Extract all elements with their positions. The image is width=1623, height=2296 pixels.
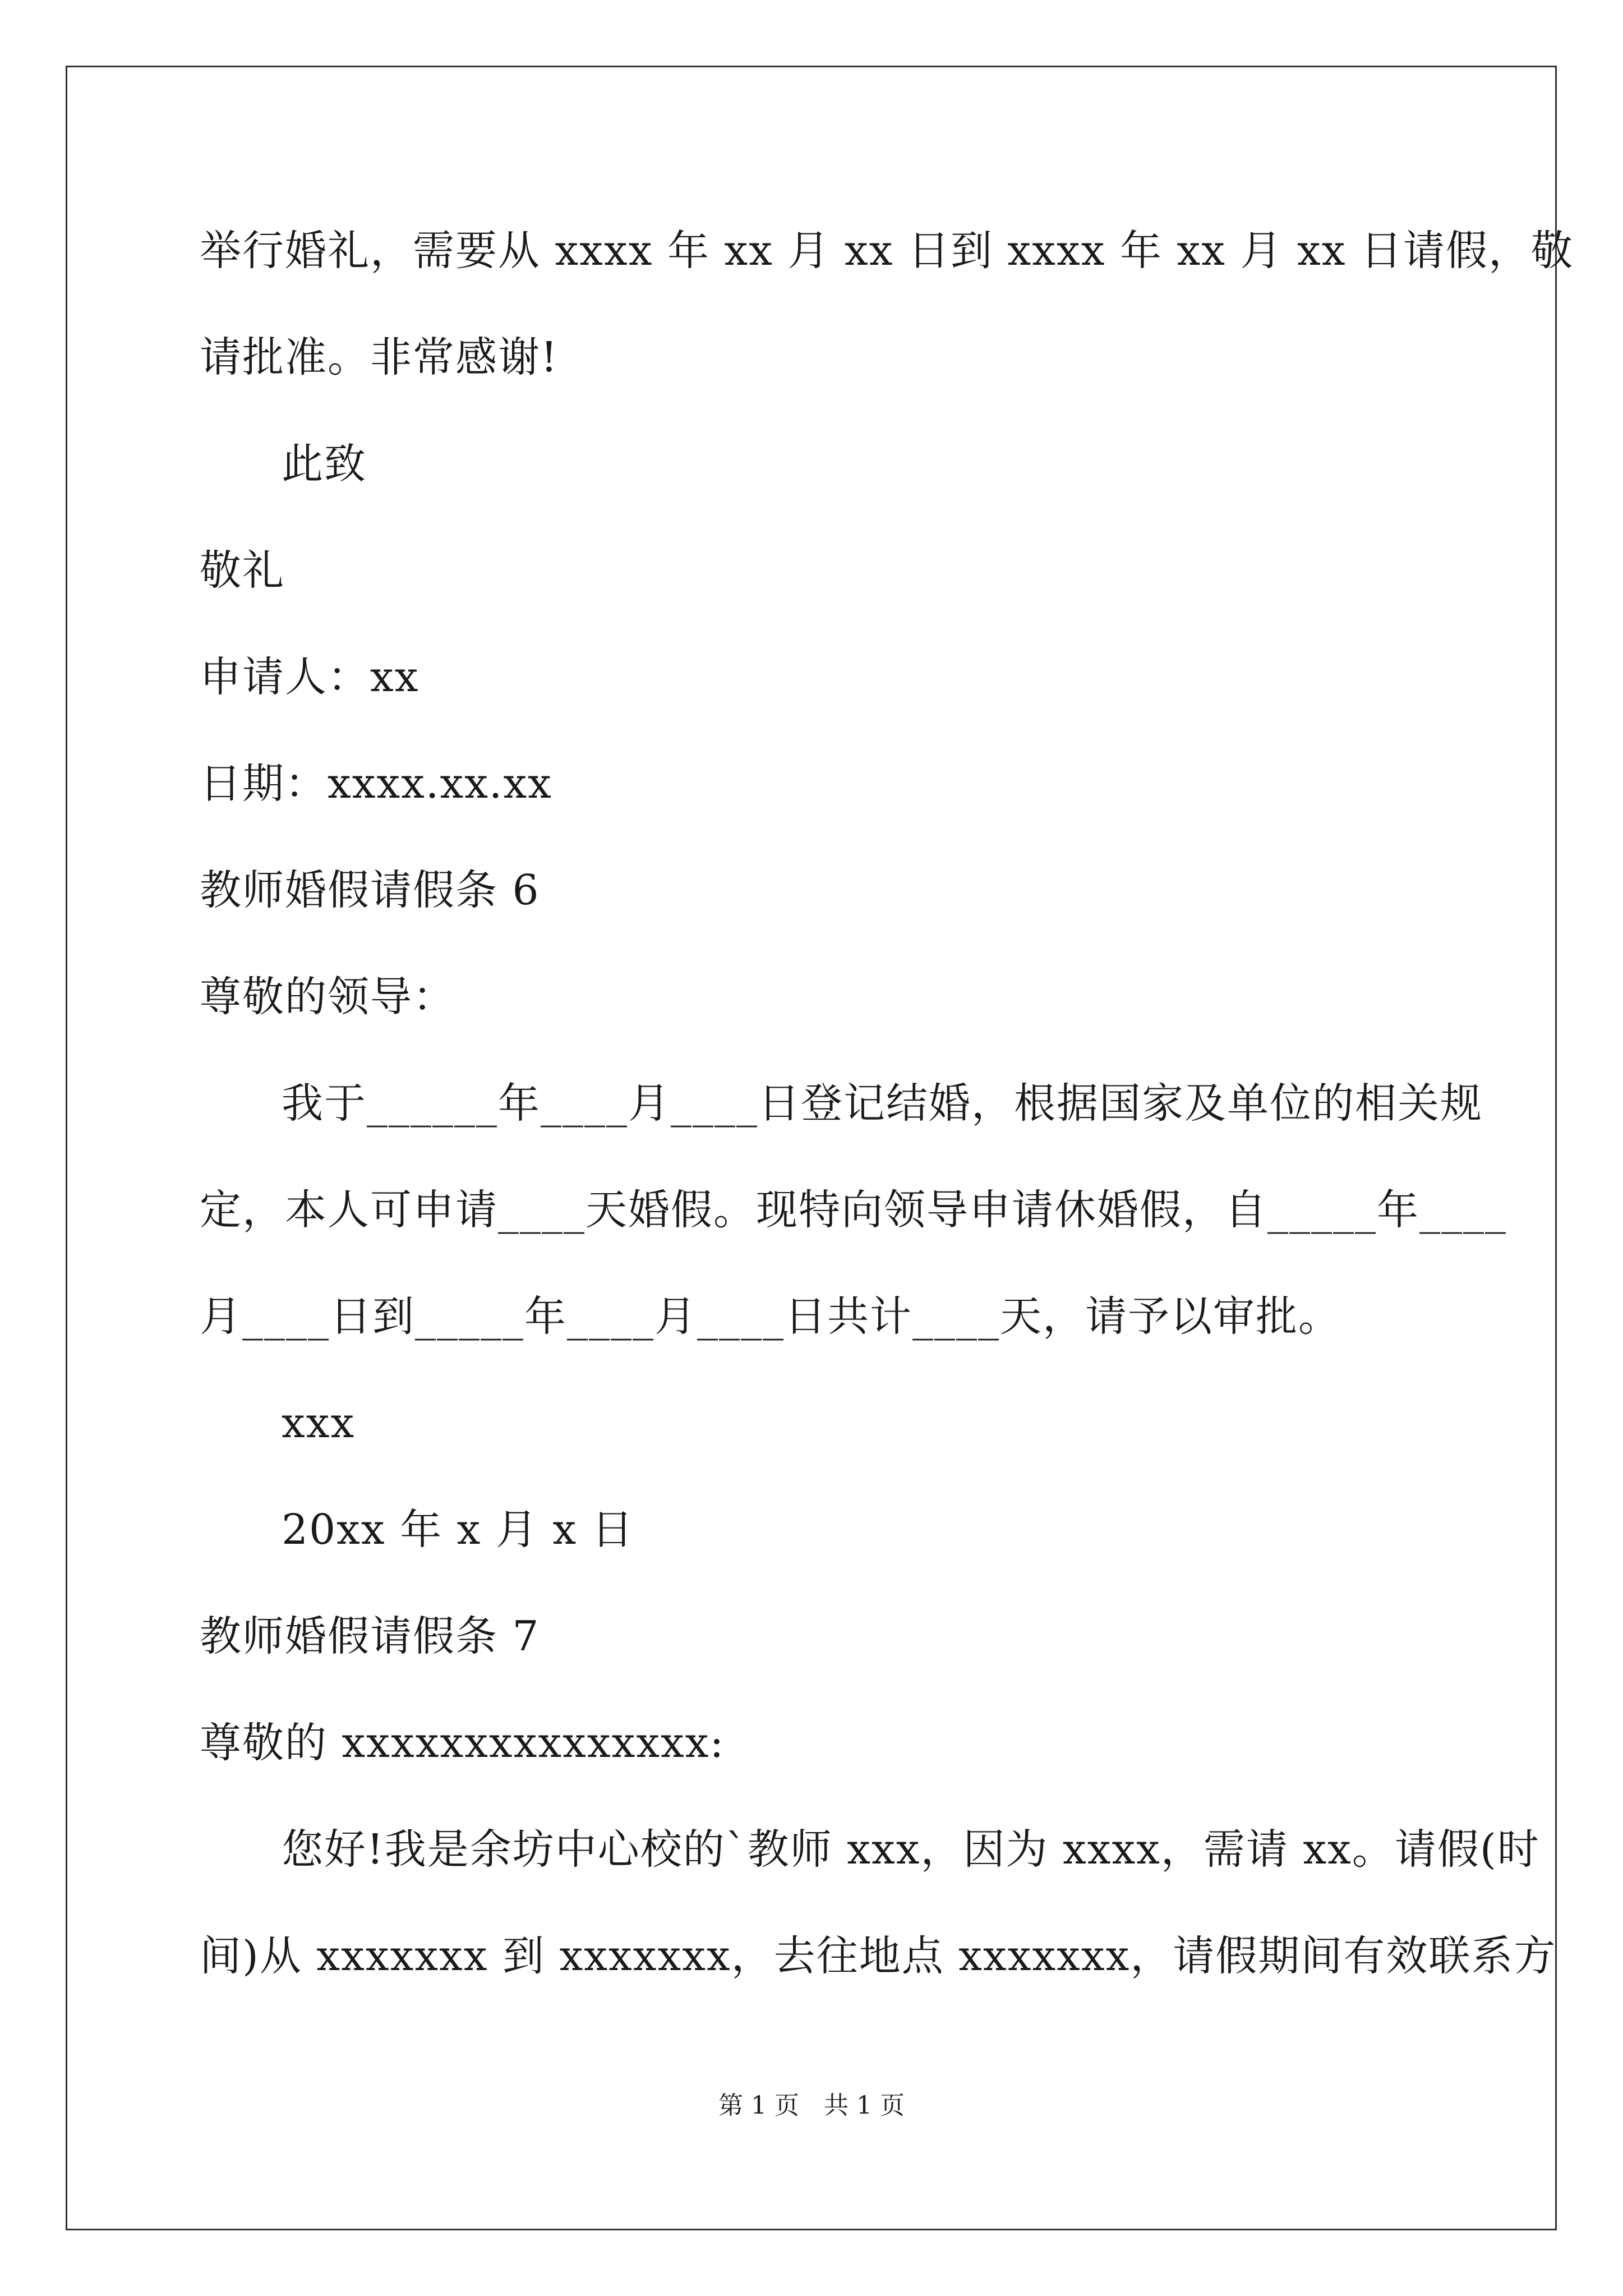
page-number: 第 1 页 共 1 页	[718, 2091, 905, 2120]
paragraph-line: 举行婚礼，需要从 xxxx 年 xx 月 xx 日到 xxxx 年 xx 月 xx 日请假，敬	[200, 227, 1574, 275]
section-title: 教师婚假请假条 7	[200, 1612, 540, 1660]
section-title: 教师婚假请假条 6	[200, 866, 540, 914]
greeting: 尊敬的领导：	[200, 973, 455, 1021]
paragraph-line: 您好!我是余坊中心校的`教师 xxx，因为 xxxx，需请 xx。请假(时	[282, 1825, 1540, 1874]
signature-date: 20xx 年 x 月 x 日	[282, 1506, 634, 1554]
paragraph-line: 请批准。非常感谢!	[200, 333, 559, 381]
paragraph-line: 间)从 xxxxxxx 到 xxxxxxx，去往地点 xxxxxxx，请假期间有效联系方	[200, 1932, 1557, 1980]
closing-salutation: 此致	[282, 440, 367, 488]
closing-regards: 敬礼	[200, 546, 285, 595]
signature-name: xxx	[282, 1399, 356, 1447]
paragraph-line: 定，本人可申请____天婚假。现特向领导申请休婚假，自_____年____	[200, 1186, 1507, 1234]
paragraph-line: 我于______年____月____日登记结婚，根据国家及单位的相关规	[282, 1079, 1483, 1128]
applicant-line: 申请人：xx	[200, 653, 419, 701]
page-border	[66, 66, 1557, 2230]
greeting: 尊敬的 xxxxxxxxxxxxxxx:	[200, 1719, 725, 1767]
date-line: 日期：xxxx.xx.xx	[200, 760, 552, 808]
paragraph-line: 月____日到_____年____月____日共计____天，请予以审批。	[200, 1292, 1341, 1341]
